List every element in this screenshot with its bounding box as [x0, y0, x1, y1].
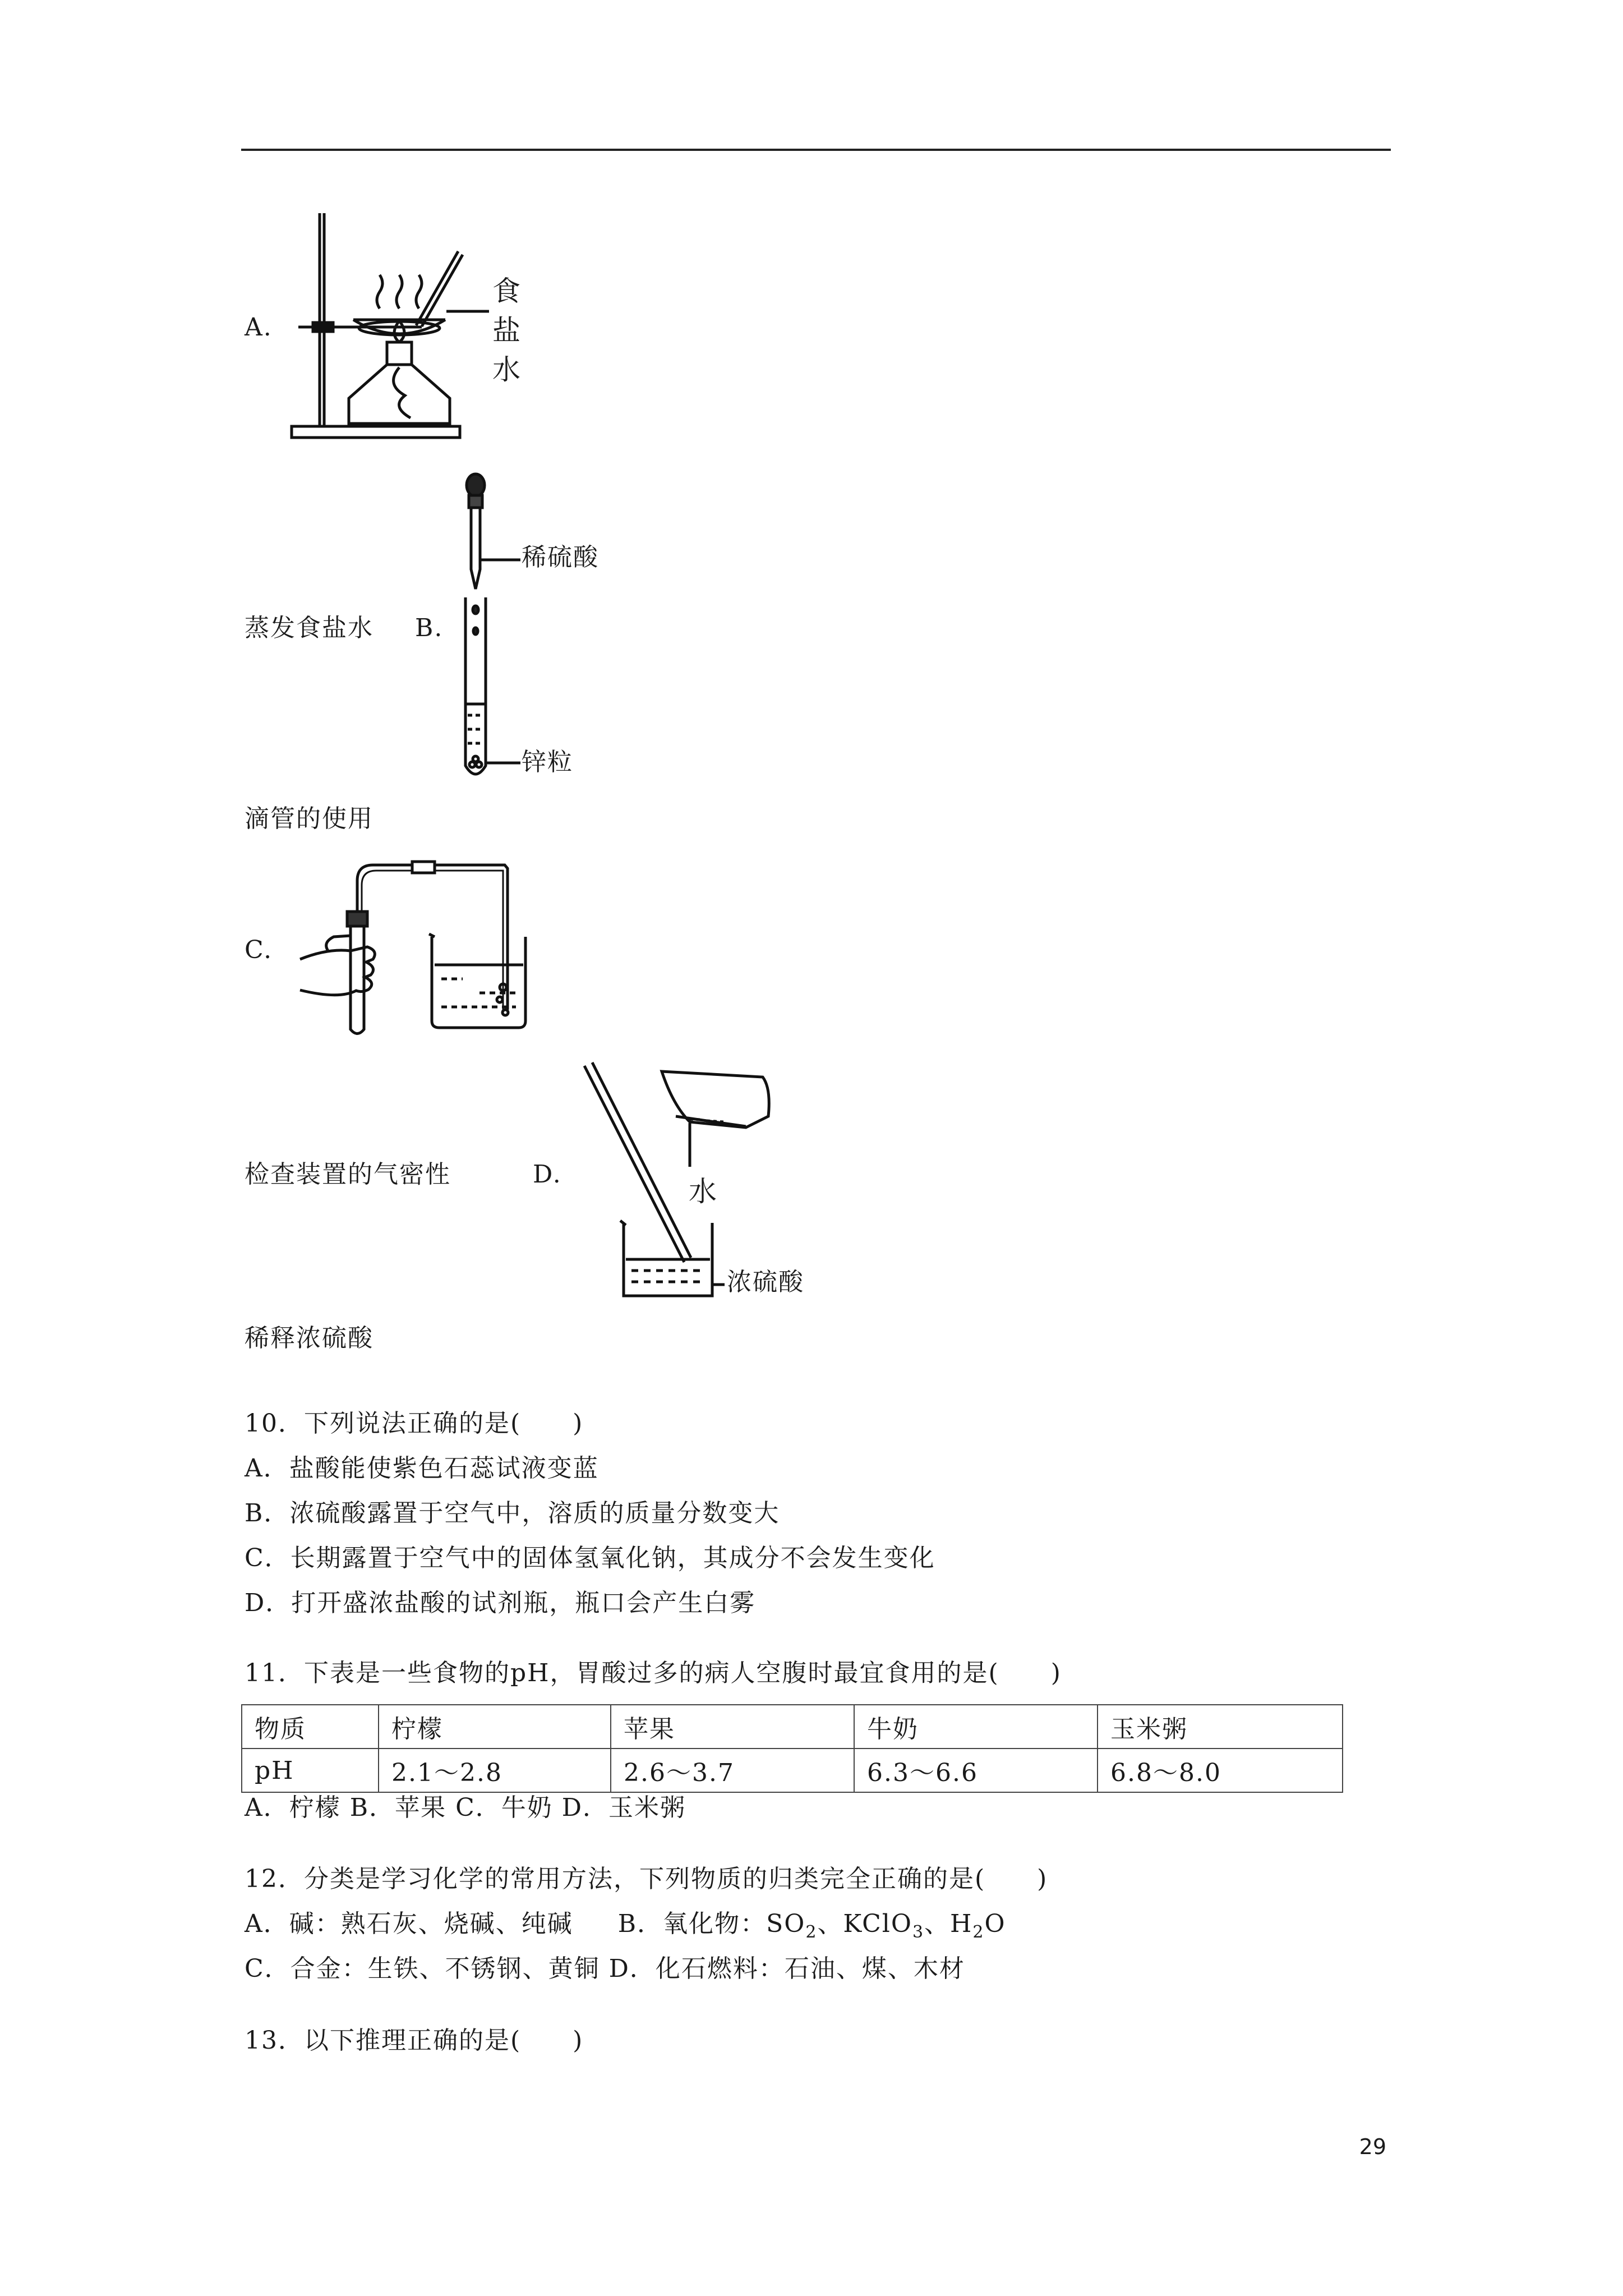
option-a-letter: A.: [245, 313, 273, 342]
formula-part: 、H: [924, 1910, 973, 1938]
question-10-option-d: D．打开盛浓盐酸的试剂瓶，瓶口会产生白雾: [245, 1589, 756, 1617]
option-d-caption: 稀释浓硫酸: [245, 1324, 374, 1352]
option-a-caption: 蒸发食盐水: [245, 614, 374, 642]
table-cell: 2.1～2.8: [379, 1749, 611, 1792]
option-c-caption: 检查装置的气密性: [245, 1160, 451, 1189]
question-12-line-ab: [245, 1908, 1006, 1948]
option-c-letter: C.: [245, 936, 273, 964]
dilute-sulfuric-acid-label: 稀硫酸: [522, 543, 599, 572]
option-b-caption: 滴管的使用: [245, 804, 374, 833]
formula-subscript: 2: [972, 1922, 985, 1942]
table-cell: 牛奶: [854, 1705, 1098, 1749]
evaporation-apparatus-figure: [287, 208, 489, 446]
formula-part: B．氧化物：SO: [617, 1910, 806, 1938]
page-number: 29: [1359, 2134, 1386, 2159]
formula-part: O: [984, 1910, 1006, 1938]
question-10-option-b: B．浓硫酸露置于空气中，溶质的质量分数变大: [245, 1499, 780, 1527]
formula-subscript: 2: [805, 1922, 818, 1942]
formula-part: 、KClO: [817, 1910, 912, 1938]
table-cell: 2.6～3.7: [611, 1749, 854, 1792]
salt-water-label: [492, 272, 522, 389]
food-ph-table: [241, 1704, 1343, 1793]
question-10-option-c: C．长期露置于空气中的固体氢氧化钠，其成分不会发生变化: [245, 1544, 935, 1572]
table-cell: pH: [242, 1749, 379, 1792]
table-cell: 6.8～8.0: [1098, 1749, 1343, 1792]
label-char-1: 食: [492, 275, 522, 307]
table-cell: 6.3～6.6: [854, 1749, 1098, 1792]
question-12-option-b: [617, 1910, 1006, 1942]
table-cell: 苹果: [611, 1705, 854, 1749]
table-cell: 物质: [242, 1705, 379, 1749]
option-b-letter: B.: [415, 614, 444, 642]
question-12-stem: 12．分类是学习化学的常用方法，下列物质的归类完全正确的是( ): [245, 1865, 1048, 1893]
zinc-granules-label: 锌粒: [522, 748, 573, 776]
header-rule: [241, 149, 1391, 151]
table-row: [242, 1705, 1343, 1749]
question-11-options: A．柠檬 B．苹果 C．牛奶 D．玉米粥: [245, 1793, 686, 1822]
water-label: 水: [689, 1175, 718, 1208]
option-d-letter: D.: [533, 1160, 562, 1189]
question-10-option-a: A．盐酸能使紫色石蕊试液变蓝: [245, 1454, 599, 1483]
label-char-3: 水: [492, 353, 522, 386]
table-cell: 柠檬: [379, 1705, 611, 1749]
concentrated-sulfuric-acid-label: 浓硫酸: [727, 1268, 804, 1296]
table-cell: 玉米粥: [1098, 1705, 1343, 1749]
question-10-stem: 10．下列说法正确的是( ): [245, 1409, 584, 1438]
airtightness-check-figure: [294, 853, 552, 1038]
table-row: [242, 1749, 1343, 1792]
label-char-2: 盐: [492, 314, 522, 347]
question-12-option-a: A．碱：熟石灰、烧碱、纯碱: [245, 1910, 573, 1938]
question-12-line-cd: C．合金：生铁、不锈钢、黄铜 D．化石燃料：石油、煤、木材: [245, 1954, 965, 1983]
formula-subscript: 3: [912, 1922, 925, 1942]
question-11-stem: 11．下表是一些食物的pH，胃酸过多的病人空腹时最宜食用的是( ): [245, 1659, 1062, 1687]
dropper-test-tube-figure: [454, 468, 522, 783]
question-13-stem: 13．以下推理正确的是( ): [245, 2026, 584, 2055]
